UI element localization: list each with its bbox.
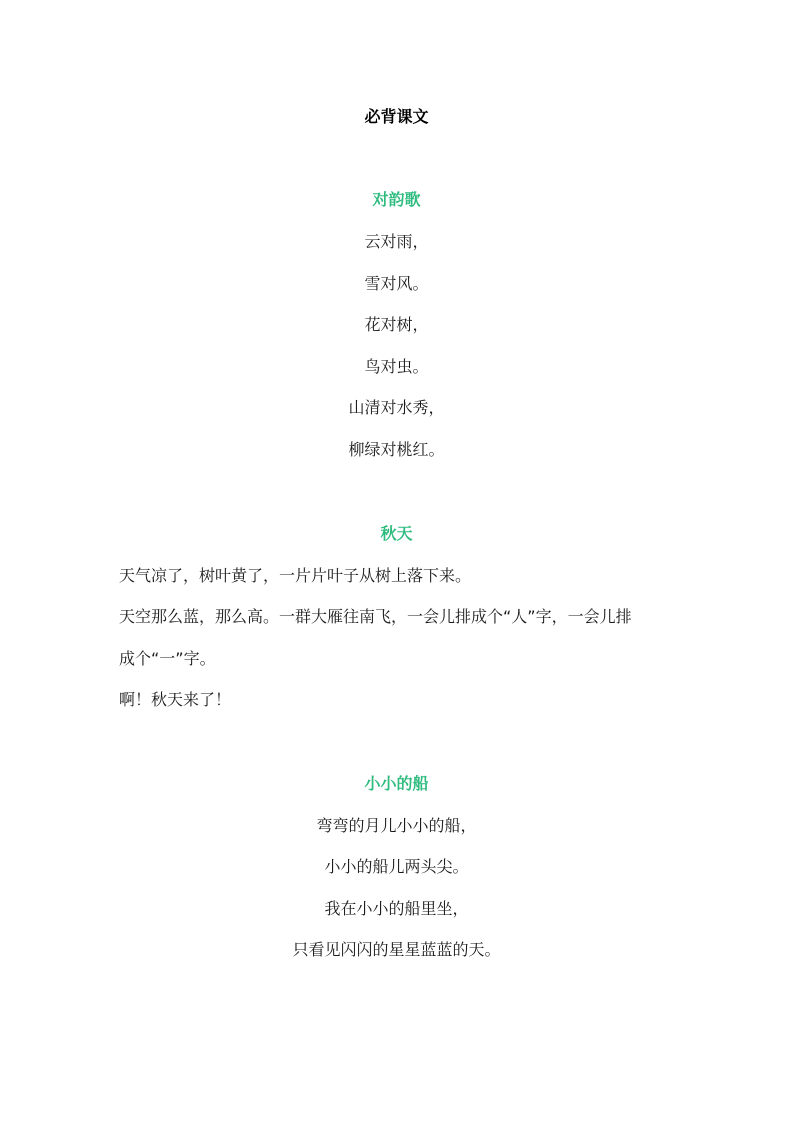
poem-line: 弯弯的月儿小小的船， [316,816,477,835]
prose-line: 成个“一”字。 [119,649,216,668]
poem-line: 小小的船儿两头尖。 [324,857,469,876]
poem-line: 雪对风。 [364,274,429,293]
poem-line: 柳绿对桃红。 [348,440,445,459]
poem-line: 花对树， [364,315,429,334]
section-heading: 对韵歌 [372,190,421,209]
poem-line: 鸟对虫。 [364,357,429,376]
page-title: 必背课文 [364,107,429,126]
poem-line: 只看见闪闪的星星蓝蓝的天。 [292,940,501,959]
prose-line: 天气凉了，树叶黄了，一片片叶子从树上落下来。 [119,566,472,585]
poem-line: 山清对水秀， [348,398,445,417]
prose-line: 啊！秋天来了！ [119,690,232,709]
poem-line: 我在小小的船里坐， [324,899,469,918]
section-heading: 小小的船 [364,774,429,793]
poem-line: 云对雨， [364,232,429,251]
prose-line: 天空那么蓝，那么高。一群大雁往南飞，一会儿排成个“人”字，一会儿排 [119,607,632,626]
section-heading: 秋天 [380,524,413,543]
